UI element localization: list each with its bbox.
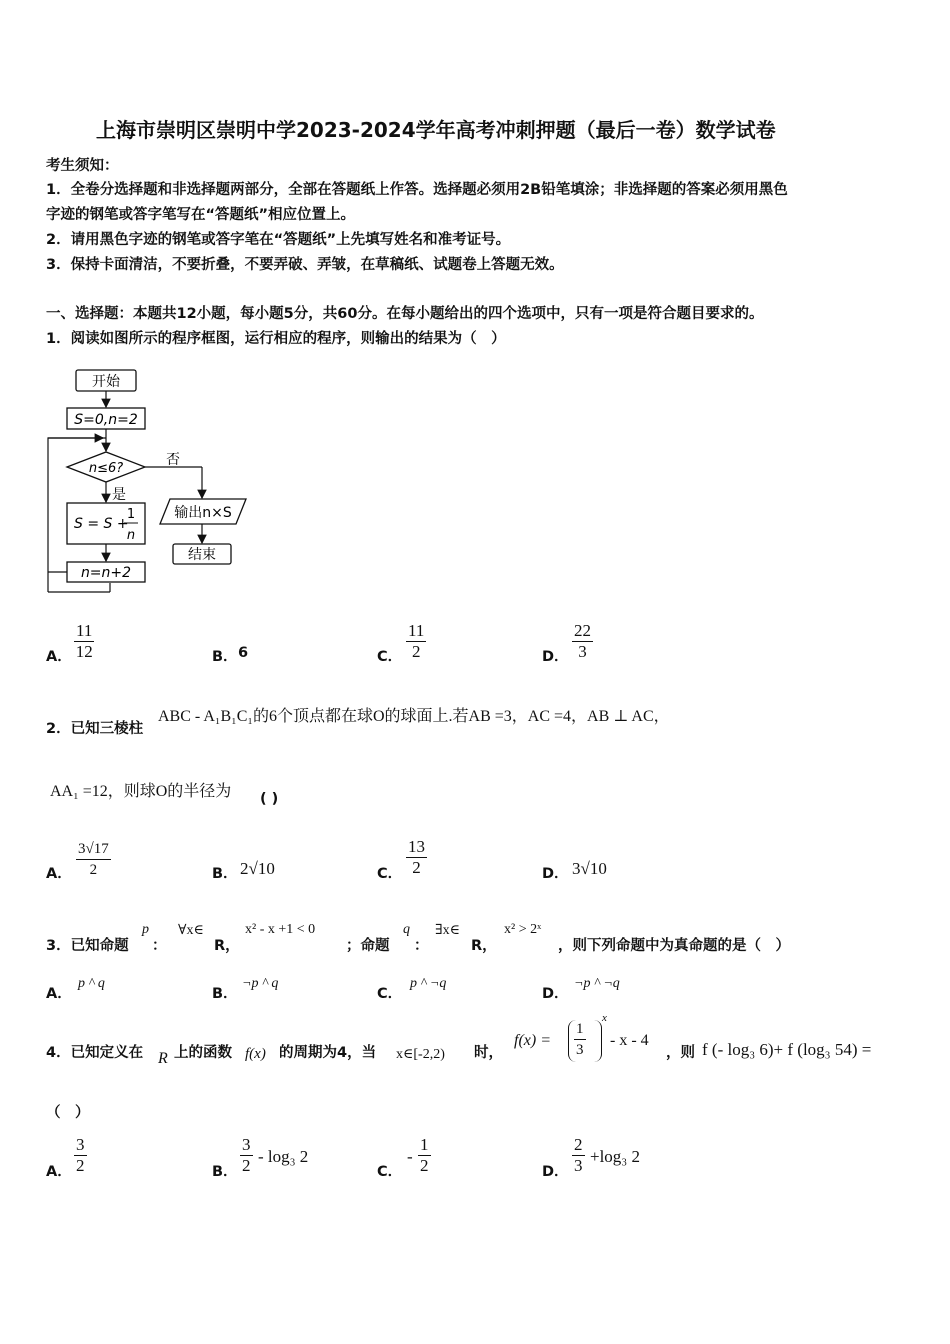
q3-r1: R， — [214, 938, 240, 954]
q2-option-d-value: 3√10 — [572, 859, 607, 878]
q3-option-a-label: A． — [46, 986, 72, 1002]
notice-heading: 考生须知： — [46, 158, 119, 174]
q2-option-a-fraction: $\frac{3√17}{2}$ — [78, 841, 109, 878]
q3-option-c-value: p ^ ¬q — [410, 976, 447, 991]
q3-forall: ∀x∈ — [178, 923, 204, 938]
notice-item-1-cont: 字迹的钢笔或答字笔写在“答题纸”相应位置上。 — [46, 207, 356, 223]
q4-mid3: 时， — [474, 1045, 503, 1061]
q1-option-a-fraction: $\frac{11}{12}$ — [75, 621, 93, 661]
q1-option-d-label: D． — [542, 649, 569, 665]
flow-update-num: 1 — [126, 507, 136, 522]
section-heading: 一、选择题：本题共12小题，每小题5分，共60分。在每小题给出的四个选项中，只有一项是符合题目要求的。 — [46, 306, 764, 322]
q3-option-c-label: C． — [377, 986, 403, 1002]
notice-item-1: 1．全卷分选择题和非选择题两部分，全部在答题纸上作答。选择题必须用2B铅笔填涂；非选择题的答案必须用黑色 — [46, 182, 788, 198]
q4-paren: （ ） — [46, 1105, 90, 1121]
notice-item-2: 2．请用黑色字迹的钢笔或答字笔在“答题纸”上先填写姓名和准考证号。 — [46, 232, 511, 248]
q4-option-b-label: B． — [212, 1164, 238, 1180]
q4-option-a-label: A． — [46, 1164, 72, 1180]
q3-option-a-value: p ^ q — [78, 976, 105, 991]
q4-option-c-fraction: $\frac{1}{2}$ — [420, 1135, 429, 1175]
q4-mid4: ，则 — [666, 1045, 695, 1061]
q4-expression: f (- log₃ 6)+ f (log₃ 54) = — [702, 1040, 872, 1059]
q2-option-c-fraction: $\frac{13}{2}$ — [408, 837, 425, 877]
q3-inequality-1: x² - x +1 < 0 — [245, 922, 316, 937]
q3-semi: ；命题 — [346, 938, 390, 954]
q4-mid2: 的周期为4，当 — [279, 1045, 377, 1061]
q4-option-d-fraction: $\frac{2}{3}$ — [574, 1135, 583, 1175]
q1-option-a-label: A． — [46, 649, 72, 665]
q1-option-c-fraction: $\frac{11}{2}$ — [408, 621, 425, 661]
flow-incr-label: n=n+2 — [80, 565, 132, 581]
q2-option-b-label: B． — [212, 866, 238, 882]
q3-r2: R， — [471, 938, 497, 954]
q4-option-c-label: C． — [377, 1164, 403, 1180]
flow-update-left: S = S + — [74, 516, 129, 532]
q4-option-a-fraction: $\frac{3}{2}$ — [76, 1135, 85, 1175]
q4-option-d-label: D． — [542, 1164, 569, 1180]
flow-no-label: 否 — [166, 452, 180, 468]
flow-update-den: n — [126, 528, 136, 543]
q1-option-d-fraction: $\frac{22}{3}$ — [574, 621, 591, 661]
q2-paren: ( ) — [260, 791, 279, 807]
q2-option-a-label: A． — [46, 866, 72, 882]
q4-mid1: 上的函数 — [174, 1045, 232, 1061]
notice-item-3: 3．保持卡面清洁，不要折叠，不要弄破、弄皱，在草稿纸、试题卷上答题无效。 — [46, 257, 564, 273]
q1-option-b-label: B． — [212, 649, 238, 665]
q3-option-b-value: ¬p ^ q — [242, 976, 279, 991]
q3-colon2: ： — [414, 938, 429, 954]
q2-lead: 2．已知三棱柱 — [46, 721, 144, 737]
q1-flowchart — [40, 362, 255, 602]
q4-fdef-left: f(x) = — [514, 1032, 551, 1049]
q4-fdef-fraction: $\frac{1}{3}$ — [576, 1021, 584, 1058]
q3-q: q — [403, 922, 410, 937]
q3-inequality-2: x² > 2ˣ — [504, 922, 542, 937]
q2-option-c-label: C． — [377, 866, 403, 882]
flow-start-label: 开始 — [92, 374, 120, 390]
q3-option-d-label: D． — [542, 986, 569, 1002]
q3-exists: ∃x∈ — [435, 923, 460, 938]
q4-domain: x∈[-2,2) — [396, 1047, 445, 1062]
q4-fdef-exp: x — [602, 1012, 607, 1024]
q3-p: p — [142, 922, 149, 937]
q2-option-d-label: D． — [542, 866, 569, 882]
q2-option-b-value: 2√10 — [240, 859, 275, 878]
q3-lead: 3．已知命题 — [46, 938, 129, 954]
q4-option-b-tail: - log₃ 2 — [258, 1147, 309, 1166]
q4-r: R — [158, 1050, 168, 1067]
q4-fx: f(x) — [245, 1046, 266, 1062]
q3-option-b-label: B． — [212, 986, 238, 1002]
flow-init-label: S=0,n=2 — [74, 412, 138, 428]
q2-line2: AA₁ =12，则球O的半径为 — [50, 783, 232, 800]
q3-colon1: ： — [152, 938, 167, 954]
q4-option-c-sign: - — [407, 1147, 413, 1166]
q1-option-b-value: 6 — [238, 645, 249, 661]
flow-output-label: 输出n×S — [174, 505, 232, 521]
q1-option-c-label: C． — [377, 649, 403, 665]
flow-yes-label: 是 — [112, 487, 126, 503]
q2-line1: ABC - A₁B₁C₁的6个顶点都在球O的球面上.若AB =3，AC =4，AB ⊥ AC， — [158, 708, 670, 725]
q4-fdef-right: - x - 4 — [610, 1032, 649, 1049]
q3-option-d-value: ¬p ^ ¬q — [574, 976, 620, 991]
flow-end-label: 结束 — [188, 547, 216, 563]
q1-stem: 1．阅读如图所示的程序框图，运行相应的程序，则输出的结果为（ ） — [46, 331, 506, 347]
q4-option-b-fraction: $\frac{3}{2}$ — [242, 1135, 251, 1175]
q4-option-d-tail: +log₃ 2 — [590, 1147, 640, 1166]
flow-condition-label: n≤6? — [88, 461, 124, 476]
q3-tail: ，则下列命题中为真命题的是（ ） — [558, 938, 790, 954]
page-title: 上海市崇明区崇明中学2023-2024学年高考冲刺押题（最后一卷）数学试卷 — [96, 118, 776, 142]
q4-lead: 4．已知定义在 — [46, 1045, 144, 1061]
